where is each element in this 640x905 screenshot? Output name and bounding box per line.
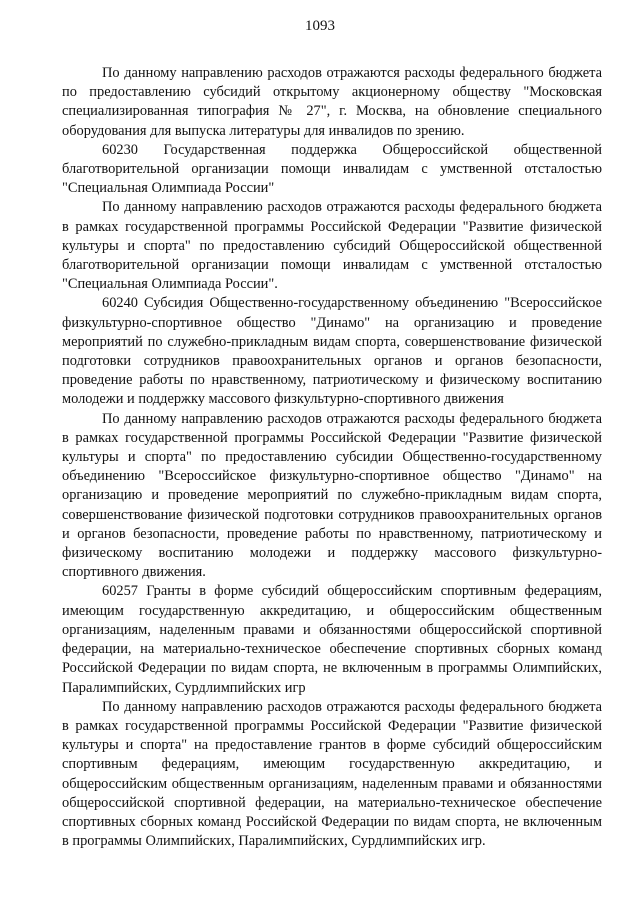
paragraph-1: По данному направлению расходов отражаются расходы федерального бюджета по предоставлению субсидий открытому акционерному обществу "Московская специализированная типография № 27", г. Москва, на обновление специального оборудования для выпуска литературы для инвалидов по зрению.: [62, 65, 602, 139]
page-number: 1093: [305, 18, 335, 34]
paragraph-3: По данному направлению расходов отражаются расходы федерального бюджета в рамках государственной программы Российской Федерации "Развитие физической культуры и спорта" по предоставлению субсидий Общероссийской общественной благотворительной организации помощи инвалидам с умственной отсталостью "Специальная Олимпиада России".: [62, 199, 602, 293]
document-body: [62, 64, 602, 851]
paragraph-code-60240: 60240 Субсидия Общественно-государственному объединению "Всероссийское физкультурно-спортивное общество "Динамо" на организацию и проведение мероприятий по служебно-прикладным видам спорта, совершенствование физической подготовки сотрудников правоохранительных органов и органов безопасности, проведение работы по нравственному, патриотическому и физическому воспитанию молодежи и поддержку массового физкультурно-спортивного движения: [62, 295, 602, 408]
paragraph-7: По данному направлению расходов отражаются расходы федерального бюджета в рамках государственной программы Российской Федерации "Развитие физической культуры и спорта" на предоставление грантов в форме субсидий общероссийским спортивным федерациям, имеющим государственную аккредитацию, и общероссийским общественным организациям, наделенным правами и обязанностями общероссийской спортивной федерации, на материально-техническое обеспечение спортивных сборных команд Российской Федерации по видам спорта, не включенным в программы Олимпийских, Паралимпийских, Сурдлимпийских игр.: [62, 698, 602, 850]
paragraph-code-60257: 60257 Гранты в форме субсидий общероссийским спортивным федерациям, имеющим государственную аккредитацию, и общероссийским общественным организациям, наделенным правами и обязанностями общероссийской спортивной федерации, на материально-техническое обеспечение спортивных сборных команд Российской Федерации по видам спорта, не включенным в программы Олимпийских, Паралимпийских, Сурдлимпийских игр: [62, 583, 602, 696]
paragraph-code-60230: 60230 Государственная поддержка Общероссийской общественной благотворительной организации помощи инвалидам с умственной отсталостью "Специальная Олимпиада России": [62, 141, 602, 197]
paragraph-5: По данному направлению расходов отражаются расходы федерального бюджета в рамках государственной программы Российской Федерации "Развитие физической культуры и спорта" по предоставлению субсидии Общественно-государственному объединению "Всероссийское физкультурно-спортивное общество "Динамо" на организацию и проведение мероприятий по служебно-прикладным видам спорта, совершенствование физической подготовки сотрудников правоохранительных органов и органов безопасности, проведение работы по нравственному, патриотическому и физическому воспитанию молодежи и поддержку массового физкультурно-спортивного движения.: [62, 410, 602, 581]
